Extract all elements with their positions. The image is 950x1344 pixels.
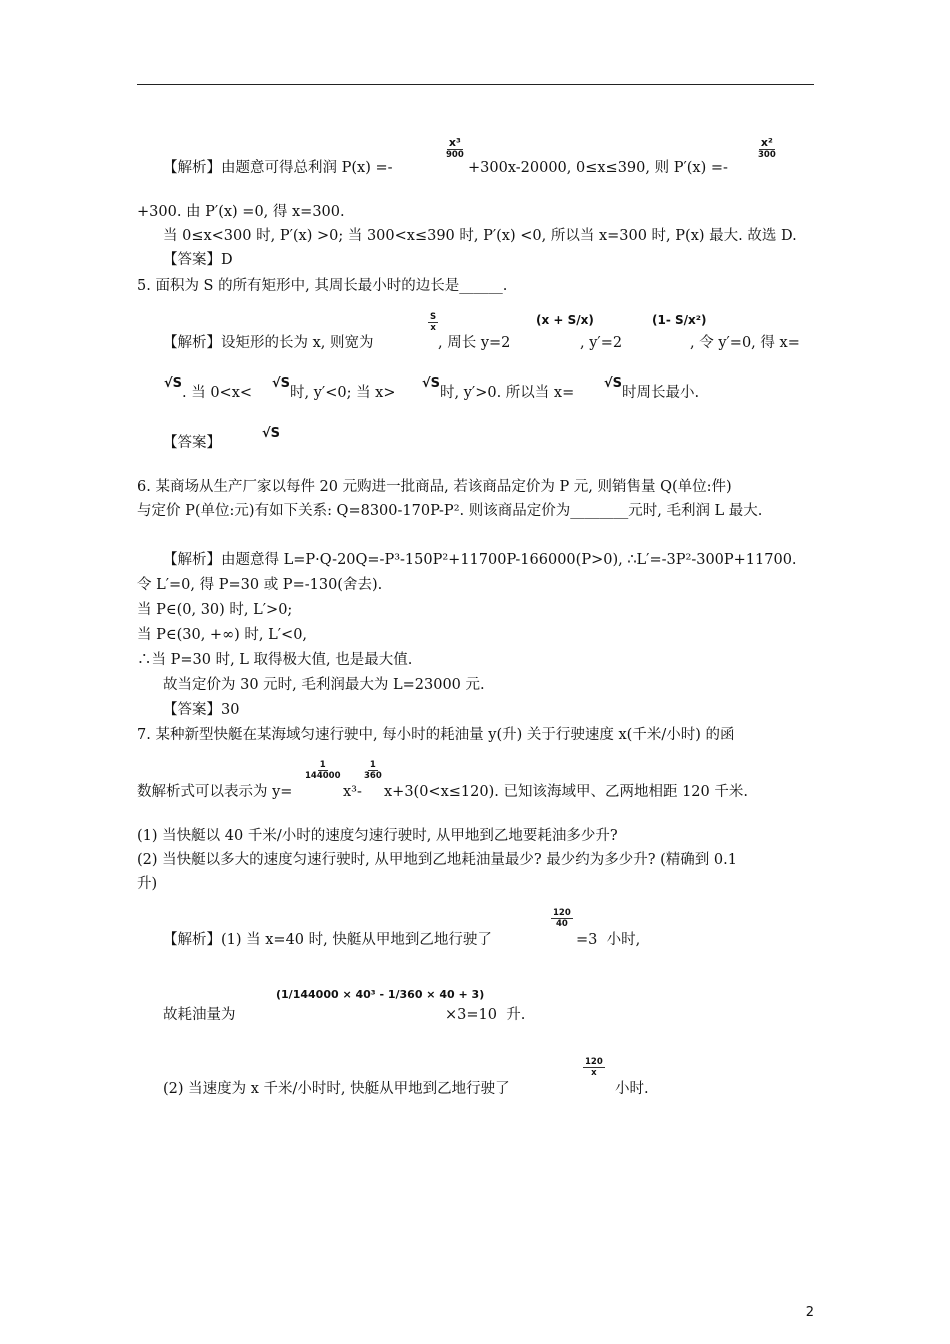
solution-line: 令 L′=0, 得 P=30 或 P=-130(舍去). [137, 577, 383, 593]
solution-line: , 周长 y=2 [438, 335, 511, 351]
denominator: 300 [758, 150, 776, 160]
expression-1-minus-S-over-x2: (1- S/x²) [652, 313, 707, 327]
fraction-S-over-x [428, 312, 438, 333]
solution-line: , 令 y′=0, 得 x= [690, 335, 800, 351]
sqrt-S: √S [262, 426, 281, 441]
solution-line: 【解析】设矩形的长为 x, 则宽为 [163, 335, 374, 351]
numerator: 1 [369, 760, 376, 770]
numerator: 120 [585, 1057, 603, 1067]
numerator: S [430, 312, 437, 322]
question-7-part-2: 升) [137, 876, 158, 892]
answer-line: 【答案】D [163, 252, 233, 268]
solution-line: =3 小时, [576, 932, 641, 948]
fraction-1-over-144000 [303, 760, 343, 781]
solution-line: 时, y′>0. 所以当 x= [440, 385, 575, 401]
solution-line: ∴当 P=30 时, L 取得极大值, 也是最大值. [137, 652, 413, 668]
answer-line: 【答案】30 [163, 702, 240, 718]
denominator: x [591, 1068, 597, 1078]
question-7-part-2: (2) 当快艇以多大的速度匀速行驶时, 从甲地到乙地耗油量最少? 最少约为多少升? (精确到 0.1 [137, 852, 737, 868]
denominator: 144000 [305, 771, 341, 781]
question-7: x+3(0<x≤120). 已知该海域甲、乙两地相距 120 千米. [384, 784, 748, 800]
page-number: 2 [805, 1305, 814, 1320]
numerator: x² [760, 136, 773, 149]
sqrt-S: √S [422, 376, 441, 391]
solution-line: 当 P∈(0, 30) 时, L′>0; [137, 602, 293, 618]
sqrt-S: √S [272, 376, 291, 391]
solution-line: 当 P∈(30, +∞) 时, L′<0, [137, 627, 308, 643]
sqrt-S: √S [164, 376, 183, 391]
expression-x-plus-S-over-x: (x + S/x) [536, 313, 594, 327]
question-6: 与定价 P(单位:元)有如下关系: Q=8300-170P-P². 则该商品定价为________元时, 毛利润 L 最大. [137, 503, 763, 519]
solution-line: 【解析】由题意可得总利润 P(x) =- [163, 160, 393, 176]
solution-line: +300x-20000, 0≤x≤390, 则 P′(x) =- [468, 160, 728, 176]
question-6: 6. 某商场从生产厂家以每件 20 元购进一批商品, 若该商品定价为 P 元, 则销售量 Q(单位:件) [137, 479, 732, 495]
solution-line: 【解析】(1) 当 x=40 时, 快艇从甲地到乙地行驶了 [163, 932, 492, 948]
question-7: 数解析式可以表示为 y= [137, 784, 293, 800]
fraction-120-over-40 [551, 908, 573, 929]
solution-line: 【解析】由题意得 L=P·Q-20Q=-P³-150P²+11700P-166000(P>0), ∴L′=-3P²-300P+11700. [163, 552, 797, 568]
solution-line: +300. 由 P′(x) =0, 得 x=300. [137, 204, 345, 220]
solution-line: (2) 当速度为 x 千米/小时时, 快艇从甲地到乙地行驶了 [163, 1081, 510, 1097]
numerator: 1 [319, 760, 326, 770]
question-7-part-1: (1) 当快艇以 40 千米/小时的速度匀速行驶时, 从甲地到乙地要耗油多少升? [137, 828, 618, 844]
fraction-120-over-x [583, 1057, 605, 1078]
denominator: 900 [446, 150, 464, 160]
solution-line: 故耗油量为 [163, 1007, 236, 1023]
numerator: x³ [448, 136, 461, 149]
denominator: x [430, 323, 436, 333]
fraction-x3-over-900 [444, 137, 466, 160]
solution-line: , y′=2 [580, 335, 623, 351]
solution-line: . 当 0<x< [182, 385, 253, 401]
sqrt-S: √S [604, 376, 623, 391]
question-7: 7. 某种新型快艇在某海域匀速行驶中, 每小时的耗油量 y(升) 关于行驶速度 x(千米/小时) 的函 [137, 727, 735, 743]
solution-line: 小时. [615, 1081, 649, 1097]
numerator: 120 [553, 908, 571, 918]
denominator: 40 [555, 919, 568, 929]
answer-line: 【答案】 [163, 435, 221, 451]
fuel-expression: (1/144000 × 40³ - 1/360 × 40 + 3) [276, 988, 485, 1001]
solution-line: 故当定价为 30 元时, 毛利润最大为 L=23000 元. [163, 677, 485, 693]
header-rule [137, 84, 814, 85]
solution-line: ×3=10 升. [445, 1007, 526, 1023]
solution-line: 时周长最小. [622, 385, 700, 401]
denominator: 360 [364, 771, 382, 781]
question-7: x³- [343, 784, 362, 800]
solution-line: 时, y′<0; 当 x> [290, 385, 396, 401]
question-5: 5. 面积为 S 的所有矩形中, 其周长最小时的边长是______. [137, 278, 508, 294]
fraction-x2-over-300 [756, 137, 778, 160]
solution-line: 当 0≤x<300 时, P′(x) >0; 当 300<x≤390 时, P′(x) <0, 所以当 x=300 时, P(x) 最大. 故选 D. [163, 228, 797, 244]
fraction-1-over-360 [362, 760, 384, 781]
